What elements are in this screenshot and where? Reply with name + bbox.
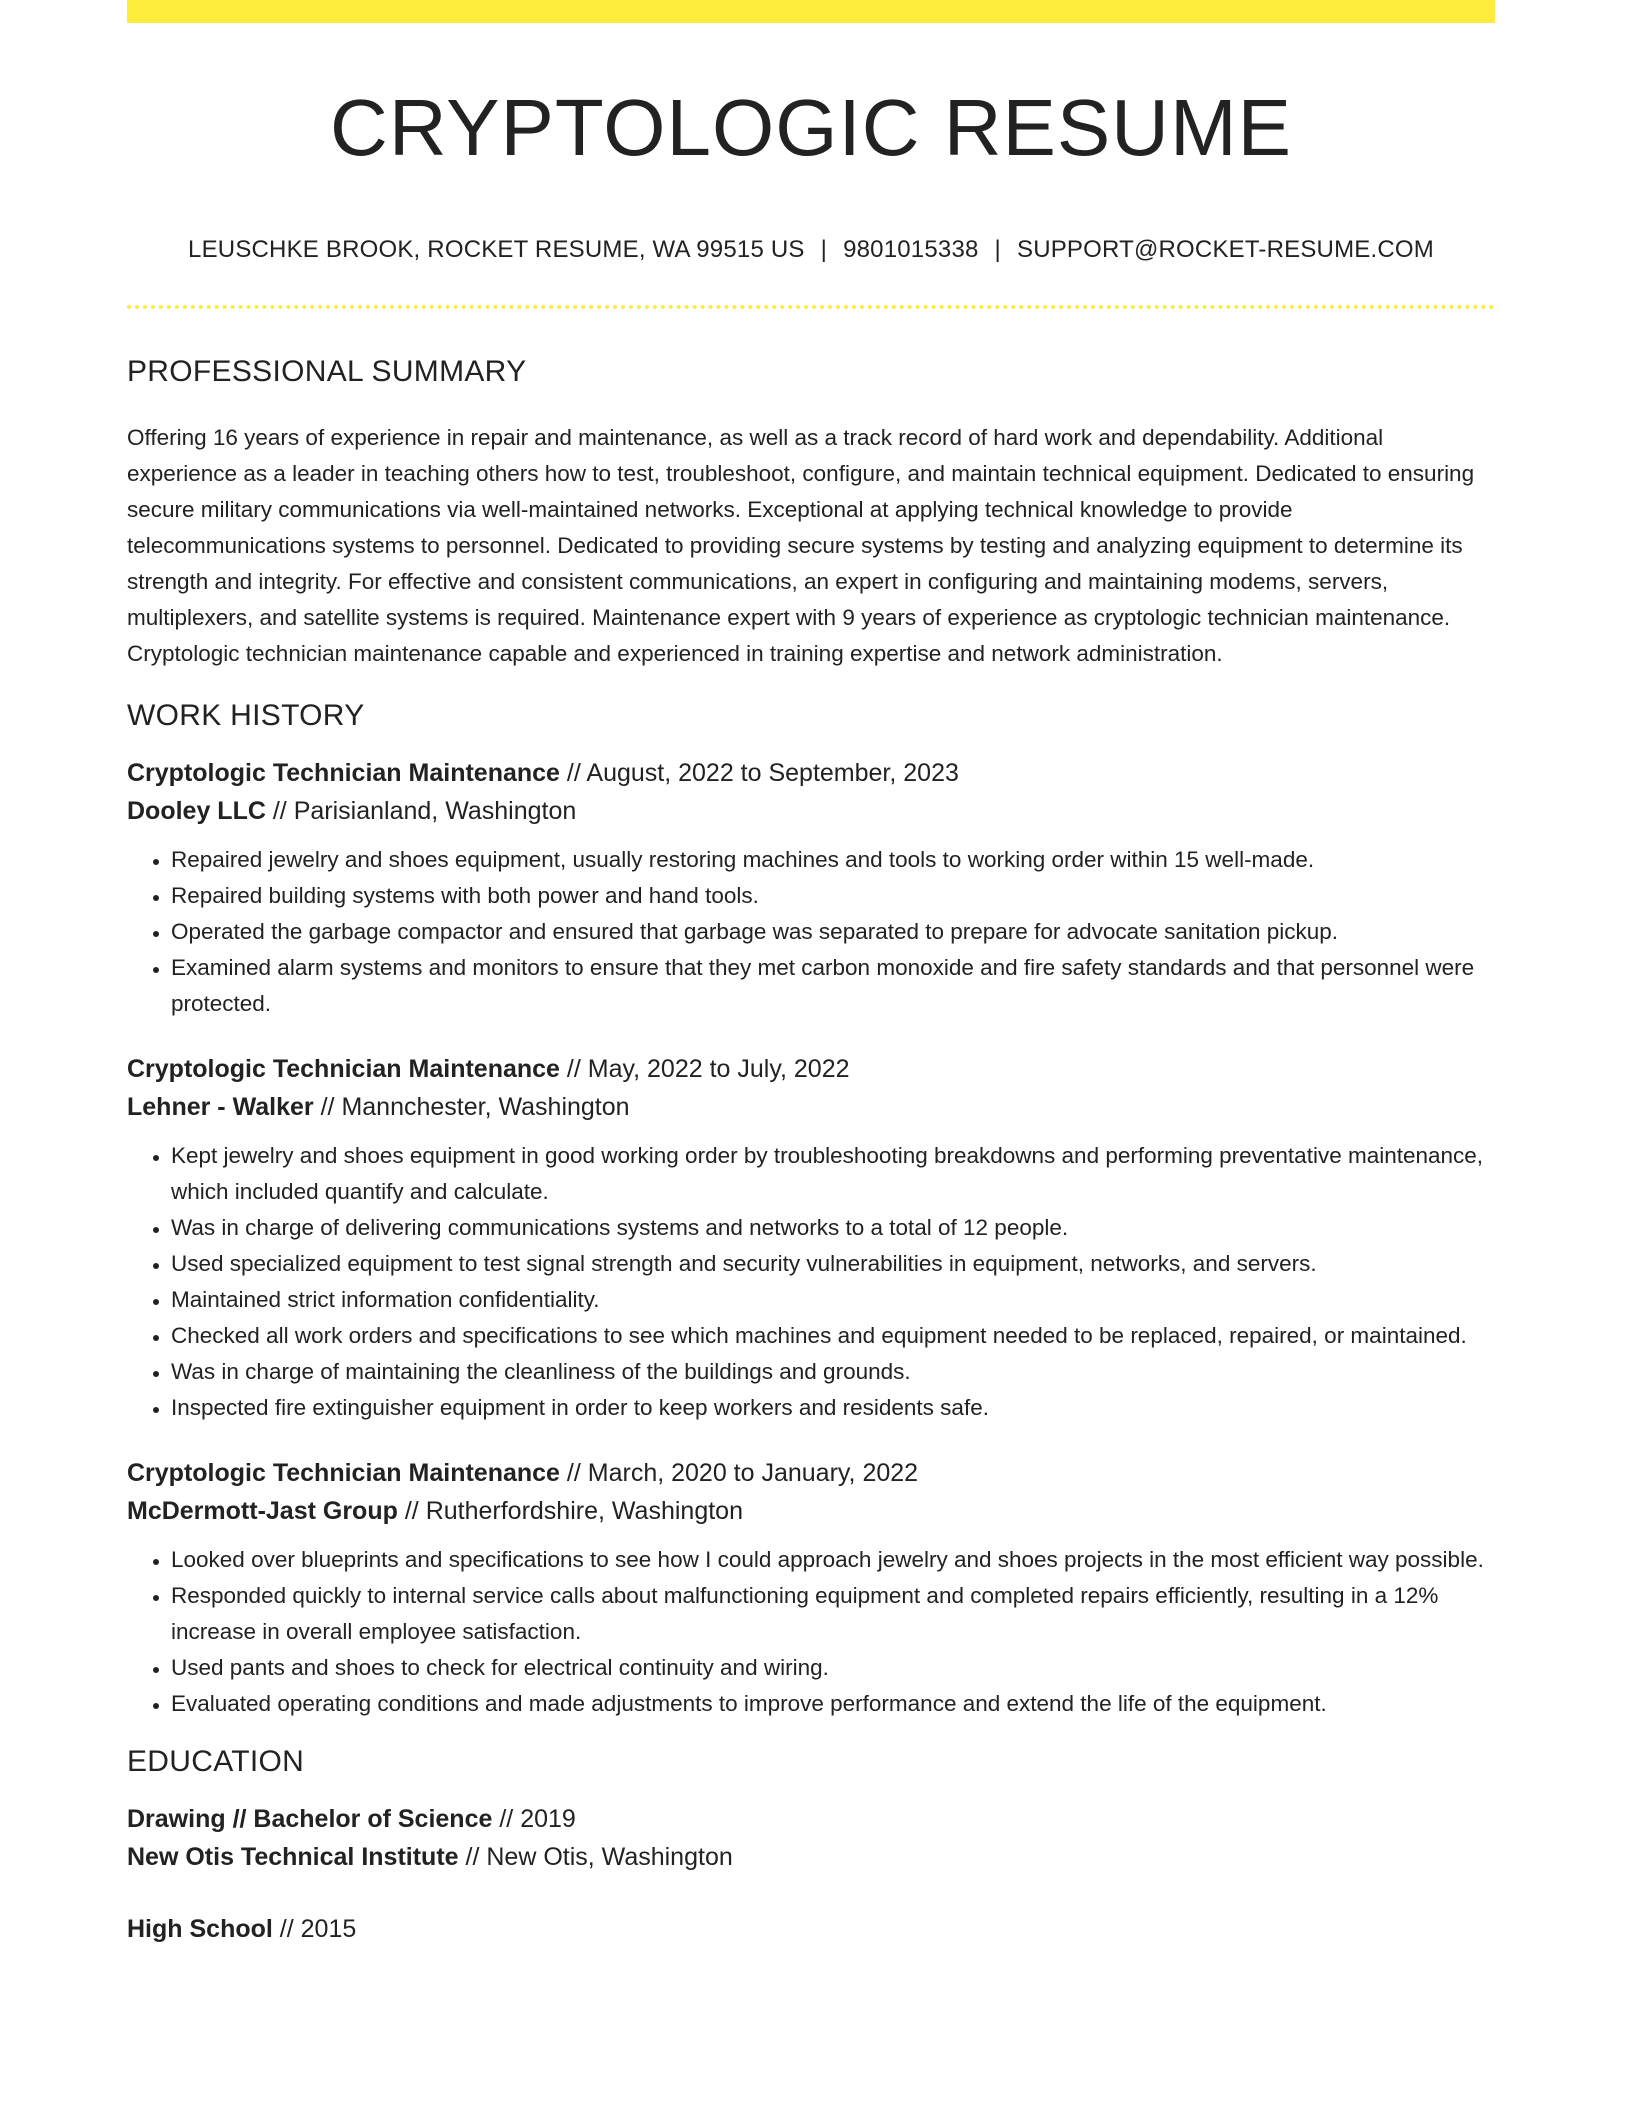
job-bullet: • Used specialized equipment to test signal strength and security vulnerabilities in equipment, networks, and servers.: [171, 1246, 1495, 1282]
company-name: Dooley LLC: [127, 797, 266, 825]
job-title-line: [127, 1050, 1495, 1088]
job-bullet: • Maintained strict information confidentiality.: [171, 1282, 1495, 1318]
job-bullets: [127, 1138, 1495, 1426]
job-dates: August, 2022 to September, 2023: [586, 759, 959, 787]
company-line: [127, 1492, 1495, 1530]
company-name: Lehner - Walker: [127, 1093, 314, 1121]
job-bullet: • Was in charge of delivering communications systems and networks to a total of 12 people.: [171, 1210, 1495, 1246]
job-bullet: • Inspected fire extinguisher equipment in order to keep workers and residents safe.: [171, 1390, 1495, 1426]
school-line: [127, 1838, 1495, 1876]
work-history-heading: WORK HISTORY: [127, 699, 365, 732]
resume-title: CRYPTOLOGIC RESUME: [330, 83, 1292, 172]
education-entry: [127, 1910, 1495, 1948]
top-accent-bar: [127, 0, 1495, 23]
resume-body: [127, 352, 1495, 1982]
degree-year: 2015: [300, 1915, 357, 1943]
divider: //: [566, 759, 581, 787]
job-bullet: • Used pants and shoes to check for electrical continuity and wiring.: [171, 1650, 1495, 1686]
contact-phone: 9801015338: [843, 236, 979, 263]
education-section: [127, 1742, 1495, 1948]
job-entry: [127, 754, 1495, 1022]
job-dates: May, 2022 to July, 2022: [587, 1055, 850, 1083]
job-bullet: • Checked all work orders and specifications to see which machines and equipment needed to be replaced, repaired, or maintained.: [171, 1318, 1495, 1354]
job-bullet: • Repaired building systems with both power and hand tools.: [171, 878, 1495, 914]
header-divider: [127, 305, 1495, 309]
degree-line: [127, 1910, 1495, 1948]
contact-separator: |: [820, 236, 828, 263]
job-entry: [127, 1050, 1495, 1426]
job-title: Cryptologic Technician Maintenance: [127, 1459, 560, 1487]
job-bullet: • Examined alarm systems and monitors to ensure that they met carbon monoxide and fire safety standards and that personnel were protected.: [171, 950, 1495, 1022]
company-line: [127, 792, 1495, 830]
summary-heading: PROFESSIONAL SUMMARY: [127, 355, 527, 388]
job-bullet: • Operated the garbage compactor and ensured that garbage was separated to prepare for advocate sanitation pickup.: [171, 914, 1495, 950]
job-bullet: • Was in charge of maintaining the cleanliness of the buildings and grounds.: [171, 1354, 1495, 1390]
divider: //: [566, 1055, 581, 1083]
company-location: Mannchester, Washington: [341, 1093, 630, 1121]
contact-address: LEUSCHKE BROOK, ROCKET RESUME, WA 99515 US: [188, 236, 805, 263]
job-bullets: [127, 1542, 1495, 1722]
divider: //: [566, 1459, 581, 1487]
job-bullet: • Kept jewelry and shoes equipment in good working order by troubleshooting breakdowns and performing preventative maintenance, which included quantify and calculate.: [171, 1138, 1495, 1210]
degree-line: [127, 1800, 1495, 1838]
work-history-section: [127, 696, 1495, 1722]
job-entry: [127, 1454, 1495, 1722]
divider: //: [404, 1497, 419, 1525]
summary-text: Offering 16 years of experience in repair and maintenance, as well as a track record of hard work and dependability. Additional experience as a leader in teaching others how to test, troubleshoot, configure, and maintain technical equipment. Dedicated to ensuring secure military communications via well-maintained networks. Exceptional at applying technical knowledge to provide telecommunications systems to personnel. Dedicated to providing secure systems by testing and analyzing equipment to determine its strength and integrity. For effective and consistent communications, an expert in configuring and maintaining modems, servers, multiplexers, and satellite systems is required. Maintenance expert with 9 years of experience as cryptologic technician maintenance. Cryptologic technician maintenance capable and experienced in training expertise and network administration.: [127, 425, 1475, 666]
contact-line: [127, 236, 1495, 264]
education-entry: [127, 1800, 1495, 1876]
job-bullet: • Repaired jewelry and shoes equipment, usually restoring machines and tools to working order within 15 well-made.: [171, 842, 1495, 878]
school-location: New Otis, Washington: [486, 1843, 733, 1871]
divider: //: [272, 797, 287, 825]
summary-section: [127, 352, 1495, 672]
degree-name: High School: [127, 1915, 273, 1943]
divider: //: [465, 1843, 480, 1871]
divider: //: [499, 1805, 514, 1833]
divider: //: [320, 1093, 335, 1121]
divider: //: [279, 1915, 294, 1943]
job-bullet: • Responded quickly to internal service calls about malfunctioning equipment and completed repairs efficiently, resulting in a 12% increase in overall employee satisfaction.: [171, 1578, 1495, 1650]
company-line: [127, 1088, 1495, 1126]
job-title: Cryptologic Technician Maintenance: [127, 759, 560, 787]
school-name: New Otis Technical Institute: [127, 1843, 459, 1871]
degree-year: 2019: [520, 1805, 576, 1833]
job-title: Cryptologic Technician Maintenance: [127, 1055, 560, 1083]
contact-email: SUPPORT@ROCKET-RESUME.COM: [1016, 236, 1434, 263]
company-location: Rutherfordshire, Washington: [425, 1497, 743, 1525]
degree-name: Drawing // Bachelor of Science: [127, 1805, 493, 1833]
job-bullet: • Evaluated operating conditions and made adjustments to improve performance and extend the life of the equipment.: [171, 1686, 1495, 1722]
job-bullets: [127, 842, 1495, 1022]
job-bullet: • Looked over blueprints and specifications to see how I could approach jewelry and shoes projects in the most efficient way possible.: [171, 1542, 1495, 1578]
company-location: Parisianland, Washington: [293, 797, 577, 825]
education-heading: EDUCATION: [127, 1745, 305, 1778]
contact-separator: |: [994, 236, 1001, 263]
job-title-line: [127, 754, 1495, 792]
job-title-line: [127, 1454, 1495, 1492]
job-dates: March, 2020 to January, 2022: [587, 1459, 919, 1487]
company-name: McDermott-Jast Group: [127, 1497, 398, 1525]
